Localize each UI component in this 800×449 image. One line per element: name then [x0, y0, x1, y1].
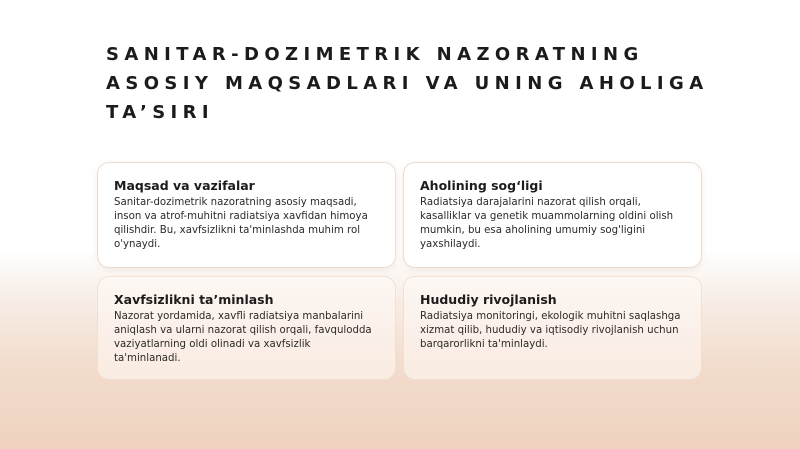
- slide-title: [106, 40, 746, 127]
- card-maqsad: [97, 162, 396, 268]
- card-heading: Maqsad va vazifalar: [114, 178, 255, 193]
- card-body: Radiatsiya monitoringi, ekologik muhitni saqlashga xizmat qilib, hududiy va iqtisodiy rivojlanish uchun barqarorlikni ta'minlaydi.: [420, 311, 681, 350]
- card-body: Radiatsiya darajalarini nazorat qilish orqali, kasalliklar va genetik muammolarning oldini olish mumkin, bu esa aholining umumiy sog'ligini yaxshilaydi.: [420, 197, 674, 250]
- card-aholi-sogligi: [403, 162, 702, 268]
- card-heading: Hududiy rivojlanish: [420, 292, 557, 307]
- card-body: Sanitar-dozimetrik nazoratning asosiy maqsadi, inson va atrof-muhitni radiatsiya xavfidan himoya qilishdir. Bu, xavfsizlikni ta'minlashda muhim rol o'ynaydi.: [114, 197, 368, 250]
- title-line-1: SANITAR-DOZIMETRIK NAZORATNING: [106, 44, 644, 65]
- title-line-3: TA’SIRI: [106, 102, 215, 123]
- card-heading: Xavfsizlikni ta’minlash: [114, 292, 274, 307]
- card-hududiy-rivojlanish: [403, 276, 702, 380]
- card-body: Nazorat yordamida, xavfli radiatsiya manbalarini aniqlash va ularni nazorat qilish orqali, favqulodda vaziyatlarning oldi olinadi va xavfsizlik ta'minlanadi.: [114, 311, 372, 364]
- card-heading: Aholining sog‘ligi: [420, 178, 543, 193]
- title-line-2: ASOSIY MAQSADLARI VA UNING AHOLIGA: [106, 73, 709, 94]
- card-xavfsizlik: [97, 276, 396, 380]
